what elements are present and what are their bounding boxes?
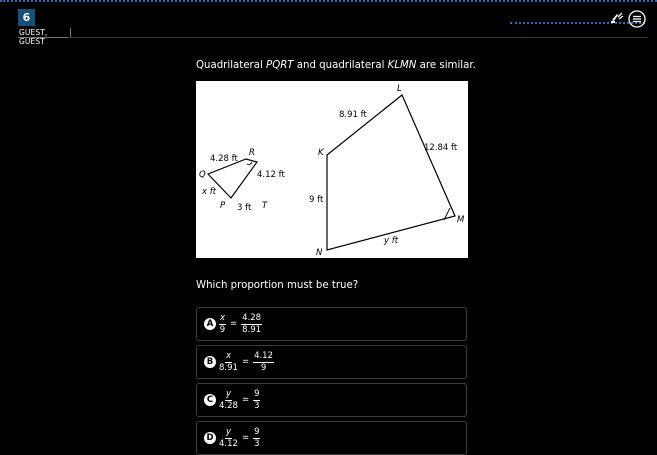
choice-letter-b: B bbox=[204, 356, 216, 368]
side-pq: x ft bbox=[202, 187, 217, 197]
side-mn: y ft bbox=[384, 236, 399, 246]
shape-name-klmn: KLMN bbox=[387, 60, 417, 71]
question-text: Which proportion must be true? bbox=[196, 280, 359, 291]
text-to-speech-icon[interactable] bbox=[610, 11, 624, 25]
label-k: K bbox=[318, 148, 324, 158]
figure-quadrilaterals bbox=[196, 81, 468, 258]
side-qr: 4.28 ft bbox=[210, 154, 238, 164]
answer-choice-d[interactable] bbox=[196, 421, 467, 455]
choice-d-proportion: $\frac{y}{4.12}$ = $\frac{9}{3}$ bbox=[219, 427, 260, 449]
side-kl: 8.91 ft bbox=[339, 110, 367, 120]
menu-icon[interactable] bbox=[628, 10, 646, 28]
answer-choice-a[interactable] bbox=[196, 307, 467, 341]
top-border bbox=[0, 0, 657, 2]
choice-c-proportion: $\frac{y}{4.28}$ = $\frac{9}{3}$ bbox=[219, 389, 260, 411]
question-prompt: Quadrilateral PQRT and quadrilateral KLMN are similar. bbox=[196, 60, 476, 71]
side-kn: 9 ft bbox=[309, 195, 324, 205]
choice-letter-a: A bbox=[204, 318, 216, 330]
shape-name-pqrt: PQRT bbox=[266, 60, 294, 71]
choice-b-proportion: $\frac{x}{8.91}$ = $\frac{4.12}{9}$ bbox=[219, 351, 273, 373]
label-m: M bbox=[457, 215, 465, 225]
choice-letter-c: C bbox=[204, 394, 216, 406]
label-t: T bbox=[262, 201, 268, 211]
answer-choice-c[interactable] bbox=[196, 383, 467, 417]
side-pt: 3 ft bbox=[237, 203, 252, 213]
label-r: R bbox=[249, 148, 255, 158]
header-dashed-rule bbox=[510, 22, 645, 24]
choice-a-proportion: $\frac{x}{9}$ = $\frac{4.28}{8.91}$ bbox=[219, 313, 262, 335]
label-n: N bbox=[316, 248, 323, 258]
header-divider bbox=[68, 37, 648, 38]
choice-letter-d: D bbox=[204, 432, 216, 444]
label-q: Q bbox=[199, 170, 206, 180]
answer-choice-b[interactable] bbox=[196, 345, 467, 379]
label-p: P bbox=[220, 201, 226, 211]
user-label: GUEST, GUEST bbox=[18, 28, 71, 38]
label-l: L bbox=[397, 84, 402, 94]
side-rt: 4.12 ft bbox=[257, 170, 285, 180]
question-number-badge: 6 bbox=[18, 9, 35, 26]
side-lm: 12.84 ft bbox=[424, 143, 458, 153]
